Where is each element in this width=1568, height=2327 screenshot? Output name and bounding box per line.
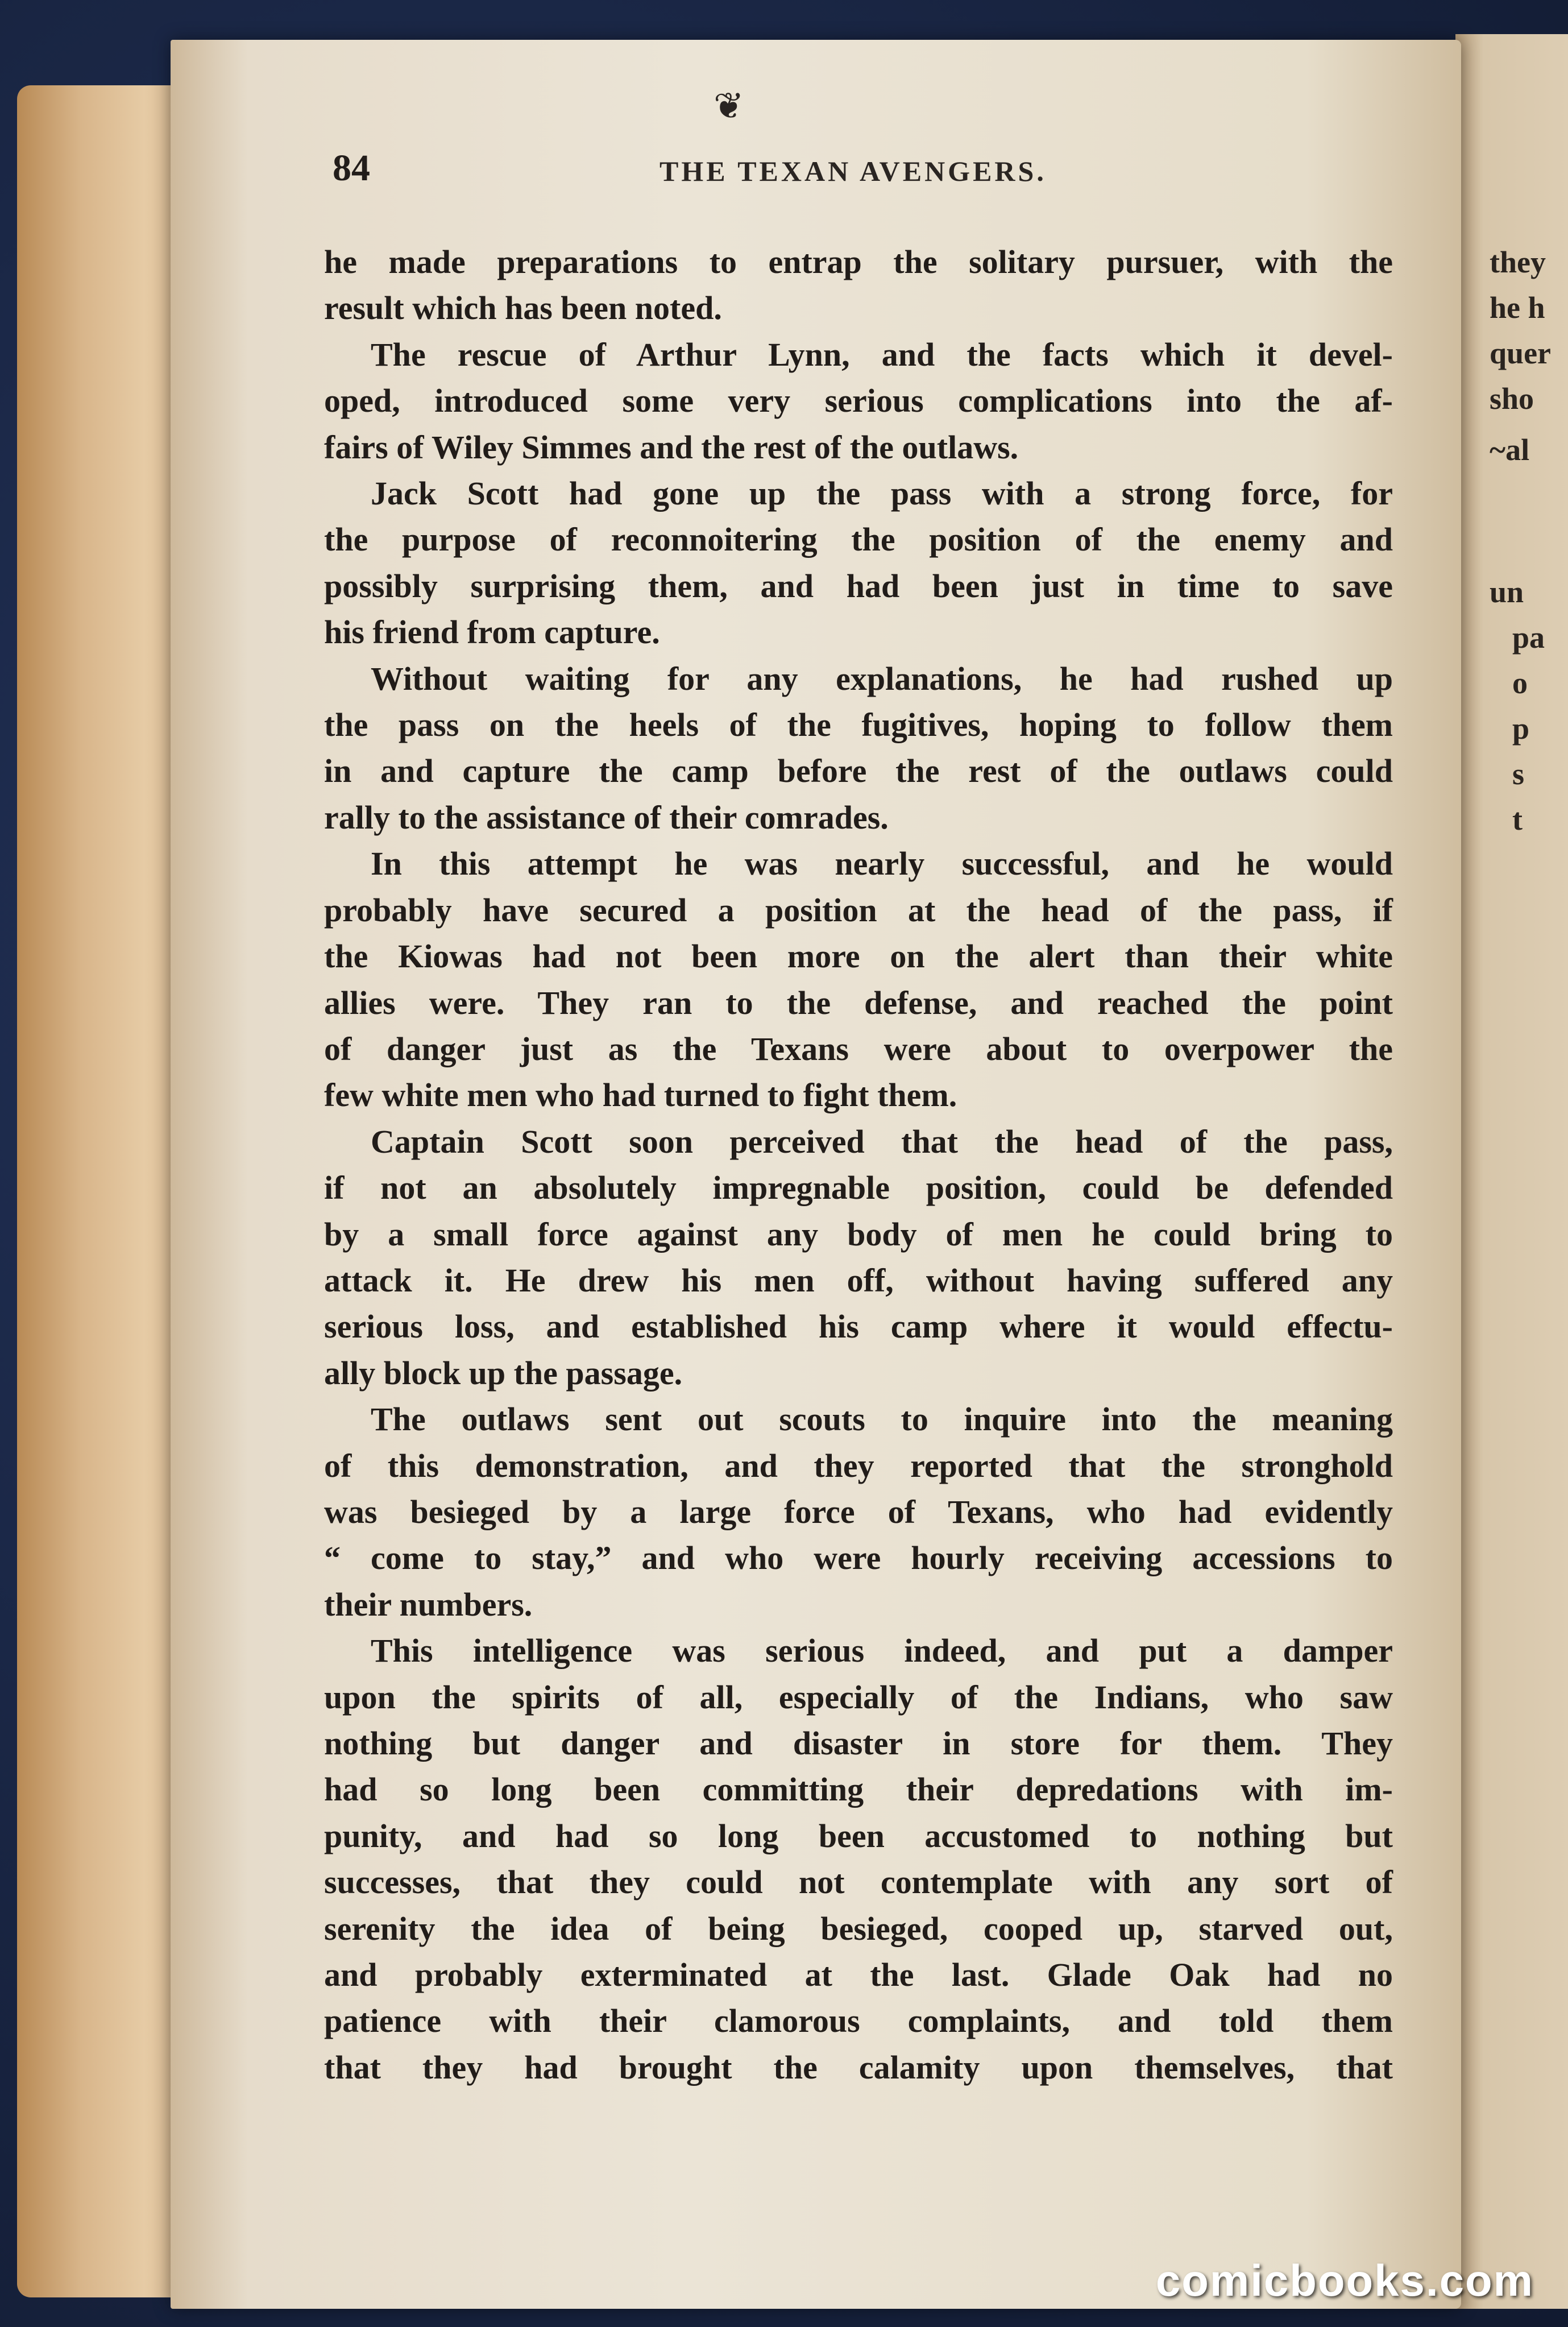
text-line: upon the spirits of all, especially of the Indians, who saw (324, 1678, 1393, 1716)
text-line: ally block up the passage. (324, 1354, 683, 1392)
text-line: that they had brought the calamity upon themselves, that (324, 2048, 1393, 2086)
text-line: and probably exterminated at the last. Glade Oak had no (324, 1956, 1393, 1994)
text-line: their numbers. (324, 1585, 533, 1623)
text-line: punity, and had so long been accustomed to nothing but (324, 1817, 1393, 1854)
text-line: the purpose of reconnoitering the position of the enemy and (324, 521, 1393, 558)
facing-page-fragment: pa (1512, 620, 1545, 655)
text-line: the pass on the heels of the fugitives, hoping to follow them (324, 706, 1393, 744)
facing-page-fragment: ~al (1490, 433, 1530, 467)
text-line: was besieged by a large force of Texans, who had evidently (324, 1493, 1393, 1530)
text-line: This intelligence was serious indeed, and put a damper (371, 1632, 1393, 1670)
text-line: his friend from capture. (324, 614, 660, 651)
text-line: he made preparations to entrap the solitary pursuer, with the (324, 243, 1393, 280)
facing-page-fragment: p (1512, 711, 1530, 746)
text-line: nothing but danger and disaster in store for them. They (324, 1725, 1393, 1762)
text-line: “ come to stay,” and who were hourly receiving accessions to (324, 1539, 1393, 1577)
text-line: by a small force against any body of men he could bring to (324, 1215, 1393, 1253)
text-line: serenity the idea of being besieged, cooped up, starved out, (324, 1910, 1393, 1947)
text-line: the Kiowas had not been more on the alert than their white (324, 938, 1393, 975)
text-line: few white men who had turned to fight them. (324, 1076, 957, 1114)
text-line: patience with their clamorous complaints, and told them (324, 2002, 1393, 2040)
text-line: Captain Scott soon perceived that the head of the pass, (371, 1123, 1393, 1160)
text-line: possibly surprising them, and had been just in time to save (324, 567, 1393, 604)
facing-page (1455, 34, 1568, 2309)
text-line: serious loss, and established his camp where it would effectu- (324, 1308, 1393, 1345)
facing-page-fragment: he h (1490, 291, 1545, 325)
text-line: successes, that they could not contemplate with any sort of (324, 1864, 1393, 1901)
text-line: Without waiting for any explanations, he had rushed up (371, 660, 1393, 697)
text-line: rally to the assistance of their comrades. (324, 798, 889, 836)
facing-page-fragment: t (1512, 802, 1523, 837)
text-line: oped, introduced some very serious complications into the af- (324, 382, 1393, 420)
running-head: THE TEXAN AVENGERS. (659, 155, 1047, 187)
text-line: result which has been noted. (324, 289, 722, 327)
text-line: In this attempt he was nearly successful, and he would (371, 845, 1393, 883)
facing-page-fragment: un (1490, 575, 1524, 609)
ornament-icon: ❦ (714, 86, 744, 126)
text-line: probably have secured a position at the head of the pass, if (324, 891, 1393, 929)
text-line: if not an absolutely impregnable position, could be defended (324, 1169, 1393, 1207)
text-line: of danger just as the Texans were about to overpower the (324, 1030, 1393, 1067)
text-line: of this demonstration, and they reported that the stronghold (324, 1447, 1393, 1484)
text-line: fairs of Wiley Simmes and the rest of the outlaws. (324, 428, 1019, 466)
facing-page-fragment: quer (1490, 336, 1551, 370)
facing-page-fragment: s (1512, 757, 1525, 791)
text-line: attack it. He drew his men off, without having suffered any (324, 1261, 1393, 1299)
text-line: in and capture the camp before the rest of the outlaws could (324, 752, 1393, 790)
facing-page-fragment: o (1512, 666, 1528, 700)
facing-page-fragment: they (1490, 245, 1546, 279)
facing-page-fragment: sho (1490, 382, 1534, 416)
text-line: had so long been committing their depredations with im- (324, 1771, 1393, 1808)
page-number: 84 (333, 147, 370, 189)
text-line: Jack Scott had gone up the pass with a strong force, for (371, 475, 1393, 512)
body-text (324, 239, 1393, 2090)
watermark: comicbooks.com (1155, 2255, 1534, 2305)
text-line: The outlaws sent out scouts to inquire into the meaning (371, 1401, 1393, 1438)
text-line: allies were. They ran to the defense, and reached the point (324, 984, 1393, 1021)
text-line: The rescue of Arthur Lynn, and the facts which it devel- (371, 336, 1393, 373)
